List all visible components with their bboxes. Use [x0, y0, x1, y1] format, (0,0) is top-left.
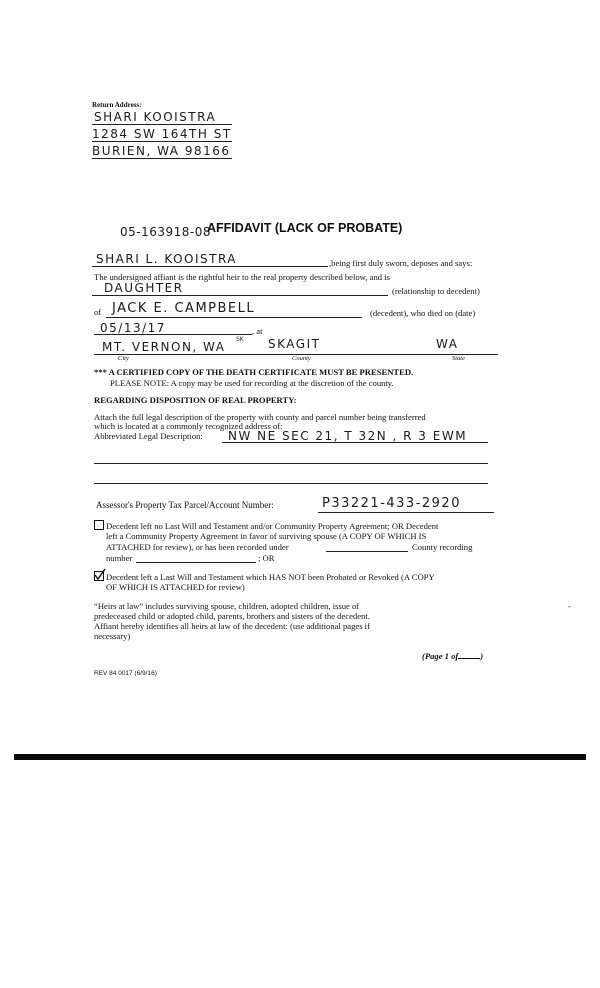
death-county: SKAGIT	[268, 337, 321, 351]
affiant-name: SHARI L. KOOISTRA	[96, 252, 238, 266]
death-at-label: , at	[252, 326, 263, 336]
option-no-will-text-3b: County recording	[412, 542, 473, 552]
option-no-will	[94, 520, 438, 531]
legal-description-label: Abbreviated Legal Description:	[94, 431, 203, 441]
city-caption: City	[118, 355, 129, 362]
return-address-line-1	[92, 124, 232, 125]
return-address-label: Return Address:	[92, 101, 142, 109]
bottom-rule	[14, 754, 586, 760]
parcel-label: Assessor's Property Tax Parcel/Account Number:	[96, 500, 274, 510]
affiant-name-line	[92, 266, 328, 267]
form-title: AFFIDAVIT (LACK OF PROBATE)	[207, 221, 403, 235]
attach-instructions-1: Attach the full legal description of the property with county and parcel number being transferred	[94, 412, 426, 422]
relationship-line	[92, 295, 388, 296]
state-caption: State	[452, 355, 465, 362]
heirs-definition-1: “Heirs at law” includes surviving spouse, children, adopted children, issue of	[94, 601, 360, 611]
checkmark-icon	[94, 568, 106, 580]
heirs-definition-2: predeceased child or adopted child, parents, brothers and sisters of the decedent.	[94, 611, 370, 621]
legal-description-line	[222, 442, 488, 443]
recording-number-line	[136, 562, 256, 563]
blank-line-2	[94, 483, 488, 484]
return-address-line-3	[92, 158, 232, 159]
certified-copy-notice: *** A CERTIFIED COPY OF THE DEATH CERTIFICATE MUST BE PRESENTED.	[94, 367, 414, 377]
legal-description-value: NW NE SEC 21, T 32N , R 3 EWM	[228, 429, 468, 443]
form-revision: REV 84 0017 (6/9/16)	[94, 670, 157, 677]
option-unprobated-will-text-2: OF WHICH IS ATTACHED for review)	[106, 582, 245, 592]
death-city-note: SK	[236, 336, 244, 343]
decedent-name: JACK E. CAMPBELL	[112, 301, 256, 316]
page-total-line	[458, 650, 480, 659]
attach-instructions-2: which is located at a commonly recognized address of:	[94, 421, 283, 431]
decedent-prefix: of	[94, 307, 102, 317]
return-address-street: 1284 SW 164TH ST	[92, 127, 232, 141]
page-number-close: )	[480, 651, 484, 661]
page-number	[422, 650, 483, 661]
decedent-name-line	[106, 317, 362, 318]
option-no-will-text-4b: ; OR	[258, 553, 275, 563]
side-mark: -	[568, 601, 571, 611]
return-address-name: SHARI KOOISTRA	[94, 110, 217, 124]
parcel-number: P33221-433-2920	[322, 496, 461, 511]
recording-number: 05-163918-08	[120, 225, 212, 239]
county-caption: County	[292, 355, 311, 362]
please-note: PLEASE NOTE: A copy may be used for recording at the discretion of the county.	[110, 378, 394, 388]
recorded-county-line	[326, 551, 408, 552]
option-no-will-text-3a: ATTACHED for review), or has been recorded under	[106, 542, 289, 552]
unprobated-will-checkbox[interactable]	[94, 571, 104, 581]
death-date: 05/13/17	[100, 321, 166, 335]
option-no-will-text-2: left a Community Property Agreement in favor of surviving spouse (A COPY OF WHICH IS	[106, 531, 427, 541]
death-date-line	[94, 334, 252, 335]
death-city: MT. VERNON, WA	[102, 340, 226, 354]
decedent-label: (decedent), who died on (date)	[370, 308, 476, 318]
parcel-line	[318, 512, 494, 513]
heirs-definition-4: necessary)	[94, 631, 131, 641]
sworn-text: ,being first duly sworn, deposes and says:	[329, 258, 473, 268]
option-no-will-text-4a: number	[106, 553, 133, 563]
relationship-value: DAUGHTER	[104, 281, 184, 295]
heir-statement: The undersigned affiant is the rightful heir to the real property described below, and is	[94, 272, 390, 282]
option-unprobated-will-text-1: Decedent left a Last Will and Testament which HAS NOT been Probated or Revoked (A COPY	[106, 572, 435, 582]
option-no-will-text-1: Decedent left no Last Will and Testament and/or Community Property Agreement; OR Decedent	[106, 521, 439, 531]
heirs-definition-3: Affiant hereby identifies all heirs at law of the decedent: (use additional pages if	[94, 621, 370, 631]
page-number-open: (Page 1 of	[422, 651, 459, 661]
blank-line-1	[94, 463, 488, 464]
option-unprobated-will	[94, 571, 435, 582]
return-address-line-2	[92, 141, 232, 142]
relationship-label: (relationship to decedent)	[392, 286, 480, 296]
return-address-city: BURIEN, WA 98166	[92, 144, 231, 158]
death-state: WA	[436, 337, 459, 351]
disposition-heading: REGARDING DISPOSITION OF REAL PROPERTY:	[94, 395, 297, 405]
no-will-checkbox[interactable]	[94, 520, 104, 530]
